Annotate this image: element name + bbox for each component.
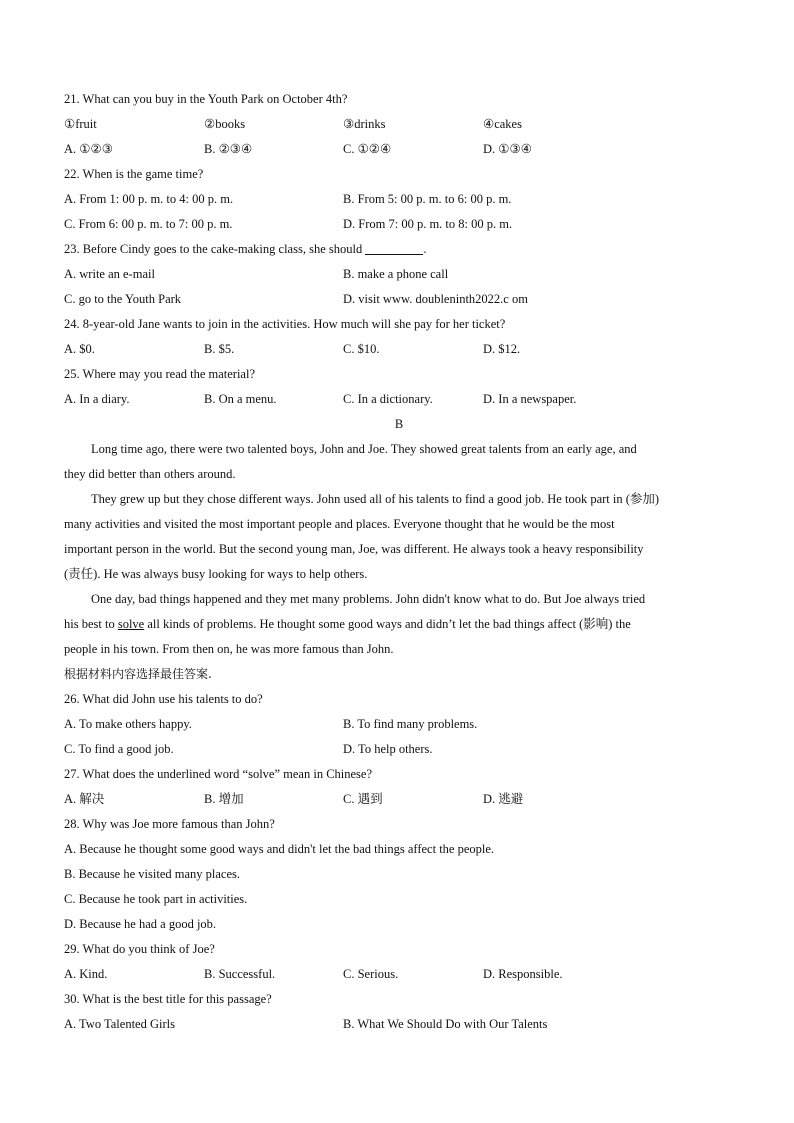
q21-option-b[interactable]: B. ②③④ bbox=[204, 142, 253, 156]
question-30: 30. What is the best title for this passage? bbox=[64, 992, 272, 1006]
q30-options-row1 bbox=[64, 1012, 734, 1037]
q29-option-a[interactable]: A. Kind. bbox=[64, 967, 108, 981]
q23-option-d[interactable]: D. visit www. doubleninth2022.c om bbox=[343, 292, 528, 306]
q23-option-c[interactable]: C. go to the Youth Park bbox=[64, 292, 182, 306]
passage-line: they did better than others around. bbox=[64, 467, 236, 481]
passage-line bbox=[64, 612, 734, 637]
q29-option-d[interactable]: D. Responsible. bbox=[483, 967, 563, 981]
q22-options-row2 bbox=[64, 212, 734, 237]
q22-options-row1 bbox=[64, 187, 734, 212]
q27-option-c[interactable]: C. 遇到 bbox=[343, 792, 383, 806]
q26-option-d[interactable]: D. To help others. bbox=[343, 742, 433, 756]
q30-option-a[interactable]: A. Two Talented Girls bbox=[64, 1017, 175, 1031]
q22-option-b[interactable]: B. From 5: 00 p. m. to 6: 00 p. m. bbox=[343, 192, 512, 206]
q28-option-a[interactable]: A. Because he thought some good ways and didn't let the bad things affect the people. bbox=[64, 842, 495, 856]
exam-page bbox=[64, 87, 734, 1037]
q23-option-a[interactable]: A. write an e-mail bbox=[64, 267, 155, 281]
q23-option-b[interactable]: B. make a phone call bbox=[343, 267, 449, 281]
q29-option-c[interactable]: C. Serious. bbox=[343, 967, 399, 981]
passage-paragraph-3 bbox=[64, 587, 734, 662]
q22-option-c[interactable]: C. From 6: 00 p. m. to 7: 00 p. m. bbox=[64, 217, 233, 231]
q24-options bbox=[64, 337, 734, 362]
q25-options bbox=[64, 387, 734, 412]
q21-items bbox=[64, 112, 734, 137]
q25-option-b[interactable]: B. On a menu. bbox=[204, 392, 277, 406]
q21-option-d[interactable]: D. ①③④ bbox=[483, 142, 532, 156]
passage-line: Long time ago, there were two talented boys, John and Joe. They showed great talents from an early age, and bbox=[91, 442, 637, 456]
q21-item-4: ④cakes bbox=[483, 117, 522, 131]
q24-option-b[interactable]: B. $5. bbox=[204, 342, 235, 356]
q29-option-b[interactable]: B. Successful. bbox=[204, 967, 276, 981]
q25-option-d[interactable]: D. In a newspaper. bbox=[483, 392, 577, 406]
q25-option-a[interactable]: A. In a diary. bbox=[64, 392, 130, 406]
passage-line: important person in the world. But the second young man, Joe, was different. He always took a heavy responsibility bbox=[64, 542, 644, 556]
q27-option-b[interactable]: B. 增加 bbox=[204, 792, 244, 806]
q26-option-a[interactable]: A. To make others happy. bbox=[64, 717, 192, 731]
question-27: 27. What does the underlined word “solve” mean in Chinese? bbox=[64, 767, 373, 781]
q28-option-c[interactable]: C. Because he took part in activities. bbox=[64, 892, 248, 906]
q22-option-a[interactable]: A. From 1: 00 p. m. to 4: 00 p. m. bbox=[64, 192, 234, 206]
q24-option-d[interactable]: D. $12. bbox=[483, 342, 521, 356]
question-25: 25. Where may you read the material? bbox=[64, 367, 256, 381]
q21-item-3: ③drinks bbox=[343, 117, 386, 131]
q30-option-b[interactable]: B. What We Should Do with Our Talents bbox=[343, 1017, 548, 1031]
q23-question-text: 23. Before Cindy goes to the cake-making class, she should bbox=[64, 242, 363, 256]
question-26: 26. What did John use his talents to do? bbox=[64, 692, 263, 706]
q28-option-b[interactable]: B. Because he visited many places. bbox=[64, 867, 240, 881]
passage-line: many activities and visited the most important people and places. Everyone thought that he would be the most bbox=[64, 517, 615, 531]
question-28: 28. Why was Joe more famous than John? bbox=[64, 817, 275, 831]
q23-options-row1 bbox=[64, 262, 734, 287]
q21-item-2: ②books bbox=[204, 117, 246, 131]
q21-options bbox=[64, 137, 734, 162]
q24-option-c[interactable]: C. $10. bbox=[343, 342, 380, 356]
q26-options-row1 bbox=[64, 712, 734, 737]
passage-line: One day, bad things happened and they met many problems. John didn't know what to do. But Joe always tried bbox=[91, 592, 646, 606]
passage-line: They grew up but they chose different ways. John used all of his talents to find a good job. He took part in (参加) bbox=[91, 492, 660, 506]
q23-answer-blank bbox=[365, 240, 423, 255]
underlined-word-solve: solve bbox=[117, 617, 145, 631]
q26-options-row2 bbox=[64, 737, 734, 762]
passage-text: all kinds of problems. He thought some good ways and didn’t let the bad things affect (影响) the bbox=[144, 617, 631, 631]
q23-question-end: . bbox=[423, 242, 427, 256]
passage-line: people in his town. From then on, he was more famous than John. bbox=[64, 642, 394, 656]
question-22: 22. When is the game time? bbox=[64, 167, 204, 181]
passage-text: his best to bbox=[64, 617, 118, 631]
q25-option-c[interactable]: C. In a dictionary. bbox=[343, 392, 433, 406]
q26-option-b[interactable]: B. To find many problems. bbox=[343, 717, 478, 731]
q22-option-d[interactable]: D. From 7: 00 p. m. to 8: 00 p. m. bbox=[343, 217, 513, 231]
question-29: 29. What do you think of Joe? bbox=[64, 942, 215, 956]
passage-paragraph-2 bbox=[64, 487, 734, 587]
passage-paragraph-1 bbox=[64, 437, 734, 487]
q28-option-d[interactable]: D. Because he had a good job. bbox=[64, 917, 217, 931]
q29-options bbox=[64, 962, 734, 987]
q26-option-c[interactable]: C. To find a good job. bbox=[64, 742, 174, 756]
q21-option-a[interactable]: A. ①②③ bbox=[64, 142, 113, 156]
q21-option-c[interactable]: C. ①②④ bbox=[343, 142, 392, 156]
q27-option-a[interactable]: A. 解决 bbox=[64, 792, 105, 806]
question-21: 21. What can you buy in the Youth Park on October 4th? bbox=[64, 92, 348, 106]
q27-options bbox=[64, 787, 734, 812]
q21-item-1: ①fruit bbox=[64, 117, 97, 131]
q27-option-d[interactable]: D. 逃避 bbox=[483, 792, 524, 806]
section-heading: B bbox=[394, 417, 404, 431]
question-23 bbox=[64, 237, 734, 262]
q24-option-a[interactable]: A. $0. bbox=[64, 342, 95, 356]
q23-options-row2 bbox=[64, 287, 734, 312]
question-24: 24. 8-year-old Jane wants to join in the activities. How much will she pay for her ticket? bbox=[64, 317, 506, 331]
instruction-text: 根据材料内容选择最佳答案. bbox=[64, 667, 212, 681]
passage-line: (责任). He was always busy looking for ways to help others. bbox=[64, 567, 368, 581]
